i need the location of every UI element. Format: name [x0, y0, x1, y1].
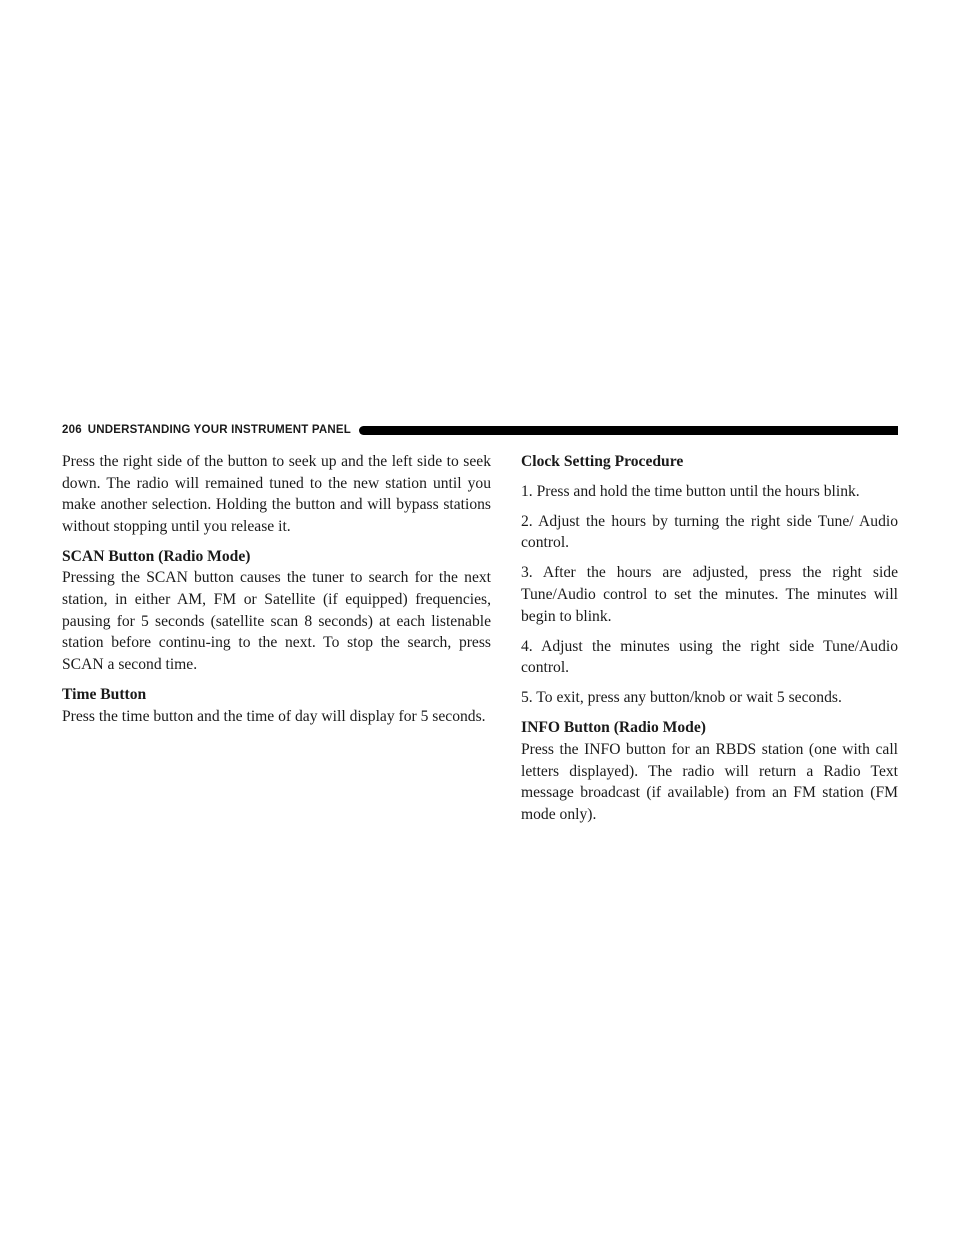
right-column [521, 451, 898, 834]
time-paragraph: Press the time button and the time of day will display for 5 seconds. [62, 707, 486, 725]
left-column [62, 451, 491, 736]
clock-step-5: 5. To exit, press any button/knob or wait 5 seconds. [521, 689, 842, 707]
page-number: 206 [62, 424, 82, 436]
header-bar [359, 426, 898, 435]
clock-step-2: 2. Adjust the hours by turning the right side Tune/ Audio control. [521, 512, 898, 552]
section-title: UNDERSTANDING YOUR INSTRUMENT PANEL [87, 424, 351, 436]
seek-paragraph: Press the right side of the button to seek up and the left side to seek down. The radio will remained tuned to the new station until you make another selection. Holding the button and will bypass stations without stopping until you release it. [62, 453, 491, 535]
info-paragraph: Press the INFO button for an RBDS station (one with call letters displayed). The radio will return a Radio Text message broadcast (if available) from an FM station (FM mode only). [521, 741, 898, 823]
scan-heading: SCAN Button (Radio Mode) [62, 547, 251, 565]
clock-step-4: 4. Adjust the minutes using the right side Tune/Audio control. [521, 637, 898, 677]
info-heading: INFO Button (Radio Mode) [521, 719, 706, 737]
clock-heading: Clock Setting Procedure [521, 453, 684, 470]
clock-step-1: 1. Press and hold the time button until the hours blink. [521, 482, 860, 500]
clock-step-3: 3. After the hours are adjusted, press the right side Tune/Audio control to set the minutes. The minutes will begin to blink. [521, 564, 898, 625]
page-header [62, 420, 898, 440]
scan-paragraph: Pressing the SCAN button causes the tuner to search for the next station, in either AM, FM or Satellite (if equipped) frequencies, pausing for 5 seconds (satellite scan 8 seconds) at each listenable station before continu-ing to the next. To stop the search, press SCAN a second time. [62, 569, 491, 673]
time-heading: Time Button [62, 685, 147, 703]
